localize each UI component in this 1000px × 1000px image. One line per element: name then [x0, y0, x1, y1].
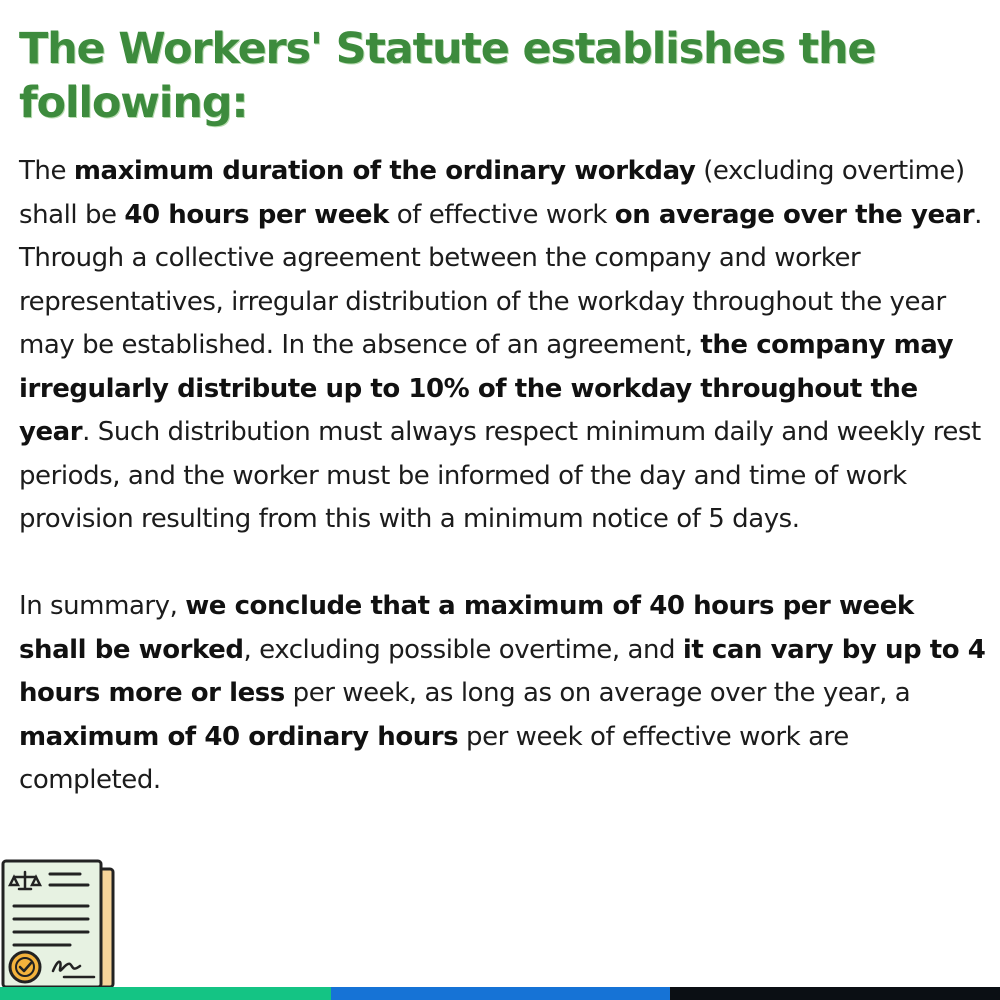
bold-segment: maximum of 40 ordinary hours — [19, 721, 459, 752]
seal-check-icon — [10, 952, 40, 982]
bar-segment-blue — [331, 987, 670, 1000]
bold-segment: the company may irregularly distribute up to 10% of the workday throughout the year — [19, 330, 954, 447]
bold-segment: we conclude that a maximum of 40 hours per week shall be worked — [19, 591, 914, 665]
text-segment: of effective work — [388, 199, 615, 230]
bar-segment-green — [0, 987, 331, 1000]
paragraph-summary — [19, 585, 987, 803]
paragraph-workday-rules — [19, 150, 987, 542]
bold-segment: 40 hours per week — [124, 199, 389, 230]
text-segment: (excluding overtime) shall be — [19, 156, 965, 230]
text-segment: . Through a collective agreement between the company and worker representatives, irregular distribution of the workday throughout the year may be established. In the absence of an agreement, — [19, 199, 982, 360]
text-segment: per week of effective work are completed. — [19, 721, 849, 795]
bold-segment: it can vary by up to 4 hours more or less — [19, 634, 986, 708]
bold-segment: on average over the year — [614, 199, 975, 230]
text-segment: per week, as long as on average over the year, a — [284, 678, 911, 708]
text-segment: The — [19, 156, 74, 186]
bold-segment: maximum duration of the ordinary workday — [73, 156, 696, 186]
text-segment: In summary, — [19, 591, 186, 621]
text-segment: , excluding possible overtime, and — [243, 634, 683, 665]
page-title: The Workers' Statute establishes the following: — [19, 24, 876, 128]
bar-segment-dark — [670, 987, 1000, 1000]
legal-contract-icon — [0, 858, 118, 988]
article-body — [19, 150, 987, 803]
bottom-color-bar — [0, 987, 1000, 1000]
text-segment: . Such distribution must always respect minimum daily and weekly rest periods, and the worker must be informed of the day and time of work provision resulting from this with a minimum notice of 5 days. — [19, 417, 981, 534]
